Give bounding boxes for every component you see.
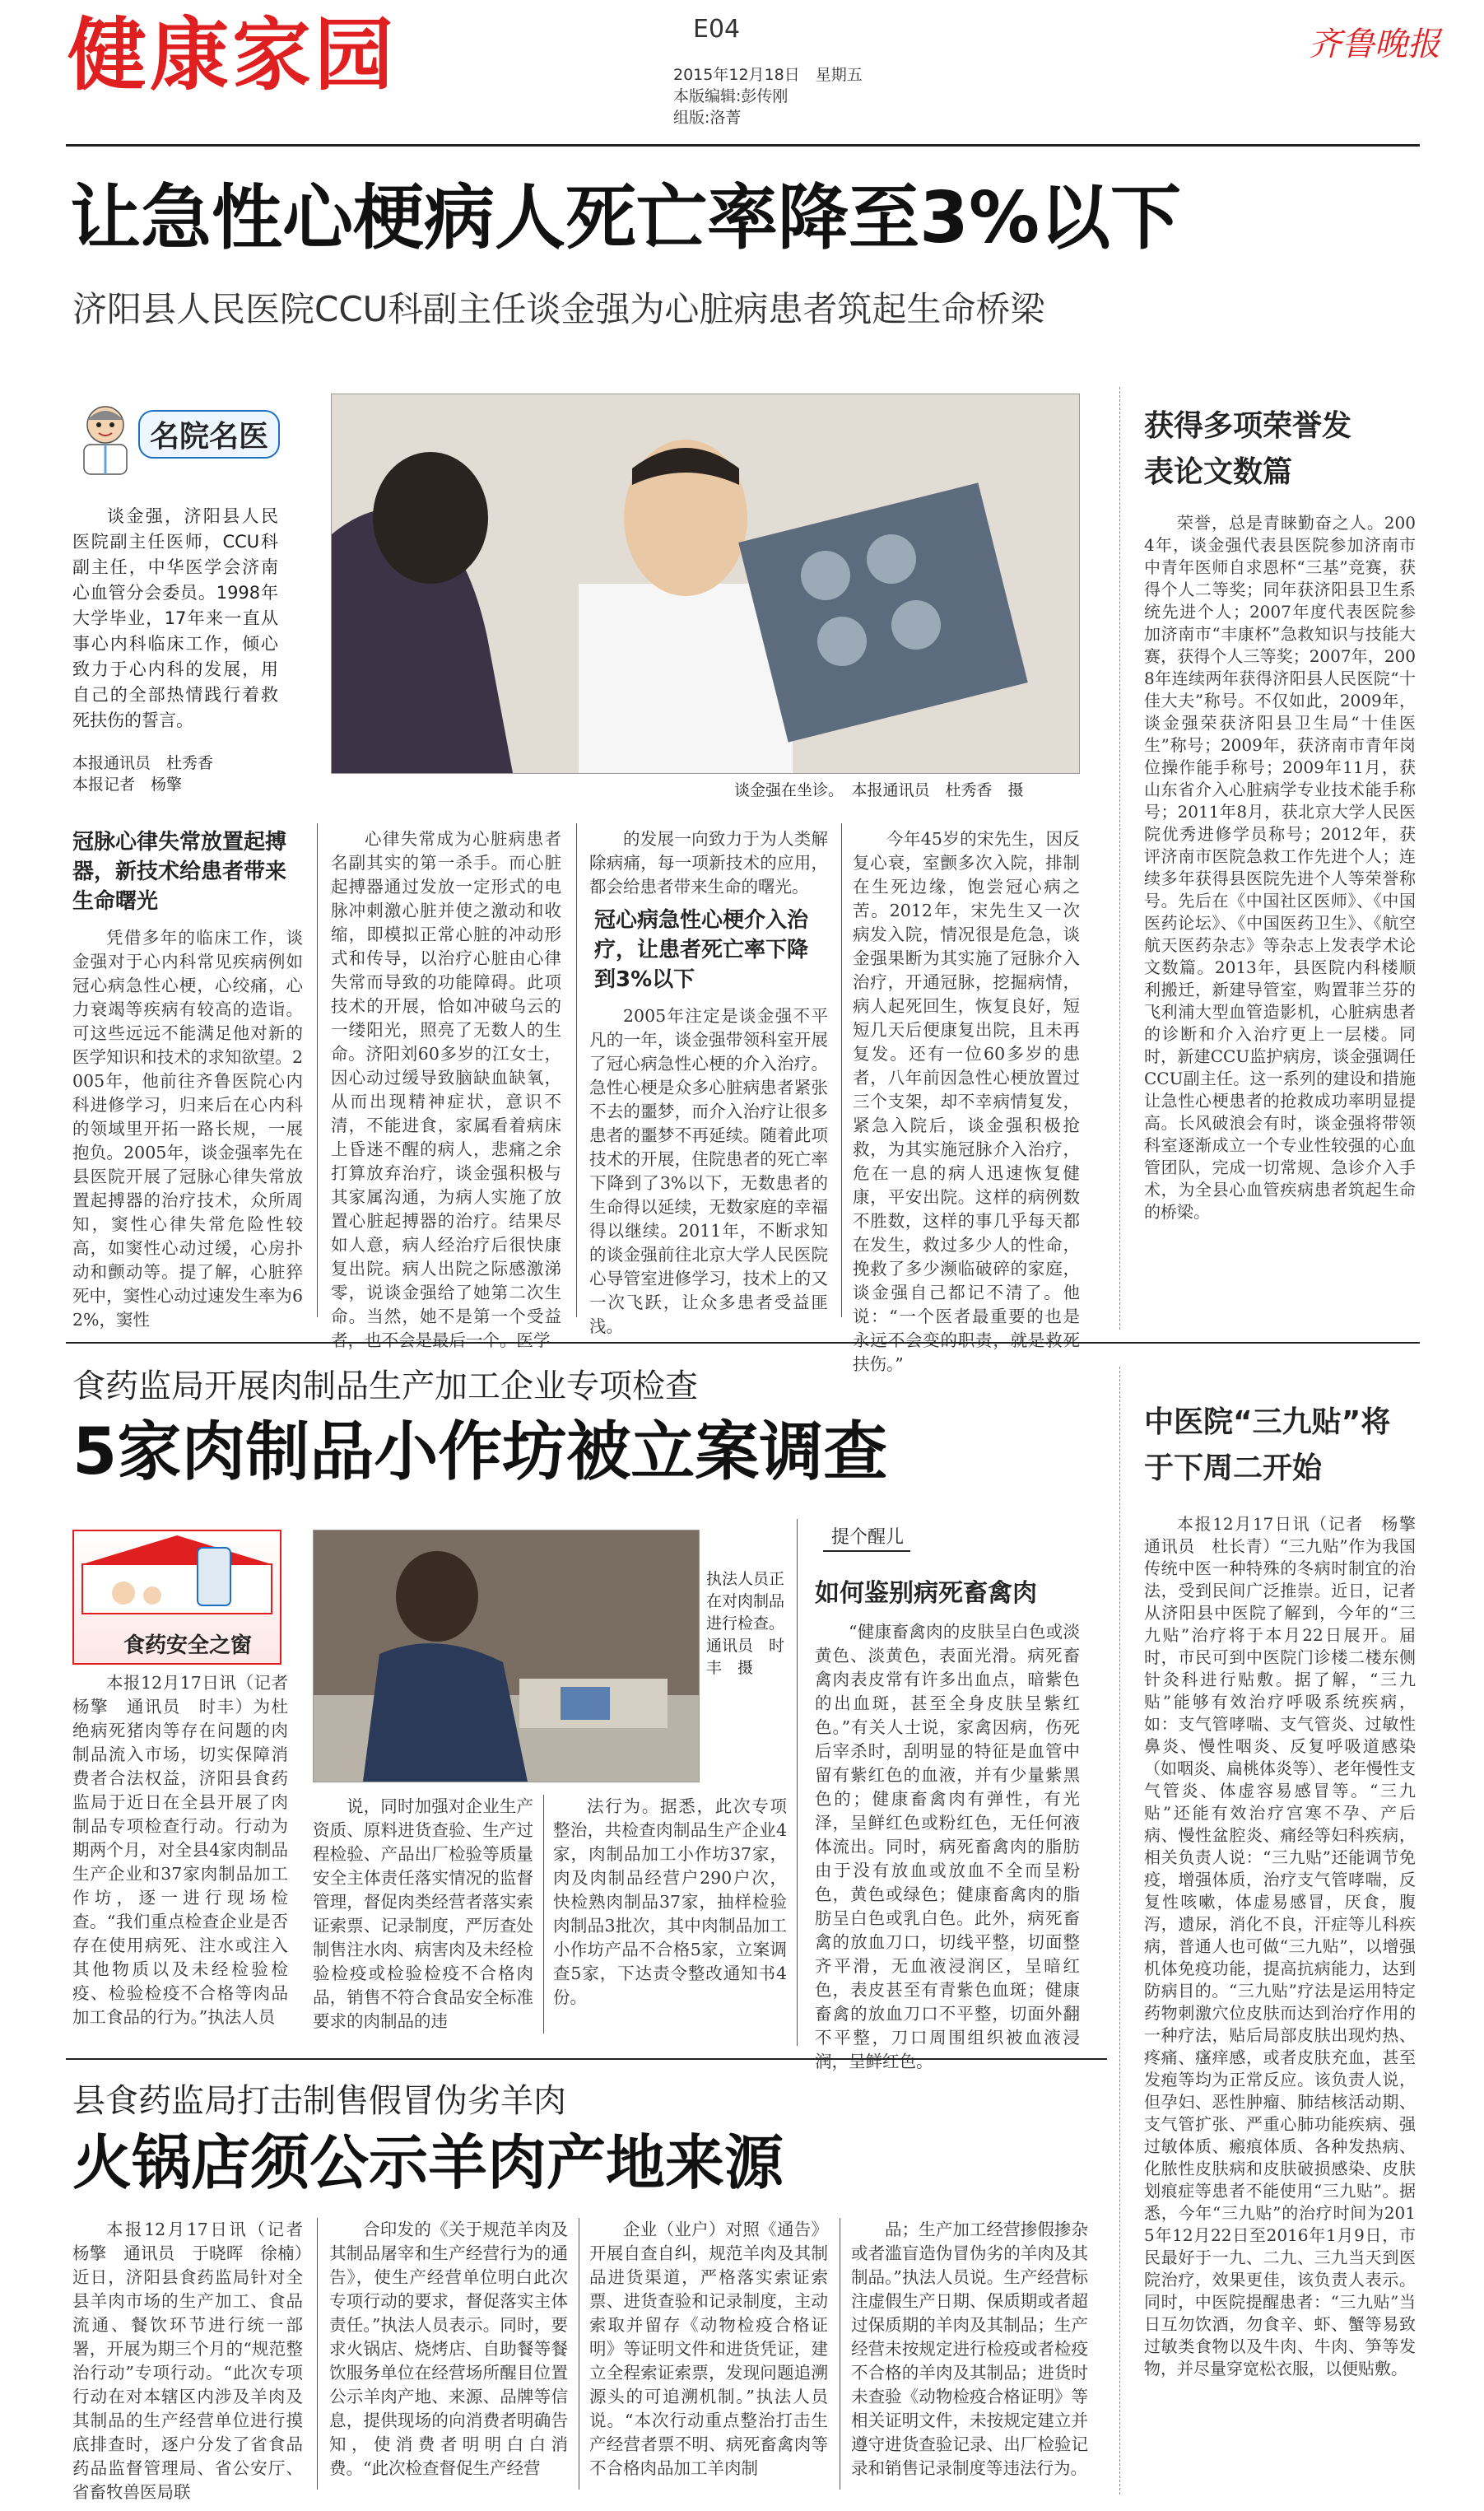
story-divider-1 xyxy=(66,1342,1420,1344)
story2-kicker: 食药监局开展肉制品生产加工企业专项检查 xyxy=(72,1367,698,1405)
story1-column-4: 今年45岁的宋先生，因反复心衰，室颤多次入院，排制在生死边缘，饱尝冠心病之苦。2012年，宋先生又一次病发入院，情况很是危急，谈金强果断为其实施了冠脉介入治疗，开通冠脉，挖掘病情，病人起死回生，恢复良好，短短几天后便康复出院，且未再复发。还有一位60多岁的患者，八年前因急性心梗放置过三个支架，却不幸病情复发，紧急入院后，谈金强积极抢救，为其实施冠脉介入治疗，危在一息的病人迅速恢复健康，平安出院。这样的病例数不胜数，这样的事几乎每天都在发生，救过多少人的性命，挽救了多少濒临破碎的家庭，谈金强自己都记不清了。他说：“一个医者最重要的也是永远不会变的职责，就是救死扶伤。” xyxy=(853,829,1080,1374)
story1-intro: 谈金强，济阳县人民医院副主任医师，CCU科副主任，中华医学会济南心血管分会委员。1998年大学毕业，17年来一直从事心内科临床工作，倾心致力于心内科的发展，用自己的全部热情践行着救死扶伤的誓言。 xyxy=(72,506,278,730)
sanjiu-text: 本报12月17日讯（记者 杨擎 通讯员 杜长青）“三九贴”作为我国传统中医一种特殊的冬病时制宜的治法，受到民间广泛推崇。近日，记者从济阳县中医院了解到，今年的“三九贴”治疗将于本月22日展开。届时，市民可到中医院门诊楼二楼东侧针灸科进行贴敷。据了解，“三九贴”能够有效治疗呼吸系统疾病，如：支气管哮喘、支气管炎、过敏性鼻炎、慢性咽炎、反复呼吸道感染（如咽炎、扁桃体炎等）、老年慢性支气管炎、体虚容易感冒等。“三九贴”还能有效治疗宫寒不孕、产后病、慢性盆腔炎、痛经等妇科疾病，相关负责人说：“三九贴”还能调节免疫，增强体质，治疗支气管哮喘，反复性咳嗽，体虚易感冒，厌食，腹泻，遗尿，消化不良，汗症等儿科疾病，普通人也可做“三九贴”，以增强机体免疫功能，提高抗病能力，达到防病目的。“三九贴”疗法是运用特定药物刺激穴位皮肤而达到治疗作用的一种疗法，贴后局部皮肤出现灼热、疼痛、瘙痒感，或者皮肤充血，甚至发疱等均为正常反应。该负责人说，但孕妇、恶性肿瘤、肺结核活动期、支气管扩张、严重心肺功能疾病、强过敏体质、瘢痕体质、各种发热病、化脓性皮肤病和皮肤破损感染、皮肤划痕症等患者不能使用“三九贴”。据悉，今年“三九贴”的治疗时间为2015年12月22日至2016年1月9日，市民最好于一九、二九、三九当天到医院治疗，效果更佳，该负责人表示。同时，中医院提醒患者：“三九贴”当日互勿饮酒，勿食辛、虾、蟹等易致过敏类食物以及牛肉、牛肉、笋等发物，并尽量穿宽松衣服，以便贴敷。 xyxy=(1144,1514,1432,2378)
tip-tag: 提个醒儿 xyxy=(823,1523,910,1552)
food-safety-badge xyxy=(72,1530,281,1665)
paper-logo: 齐鲁晚报 xyxy=(1309,26,1440,63)
story1-sub-pacemaker: 冠脉心律失常放置起搏器，新技术给患者带来生命曙光 xyxy=(72,830,287,914)
doctor-cartoon-icon xyxy=(72,402,138,476)
issue-date: 2015年12月18日 星期五 xyxy=(673,66,863,84)
story1-column-1: 凭借多年的临床工作，谈金强对于心内科常见疾病例如冠心病急性心梗，心绞痛，心力衰竭等疾病有较高的造诣。可这些远远不能满足他对新的医学知识和技术的求知欲望。2005年，他前往齐鲁医院心内科进修学习，归来后在心内科的领域里开拓一路长规，一展抱负。2005年，谈金强率先在县医院开展了冠脉心律失常放置起搏器的治疗技术，众所周知，窦性心律失常危险性较高，如窦性心动过缓，心房扑动和颤动等。提了解，心脏猝死中，窦性心动过速发生率为62%，窦性 xyxy=(72,928,303,1330)
food-safety-icon xyxy=(74,1531,280,1622)
tip-text: “健康畜禽肉的皮肤呈白色或淡黄色、淡黄色，表面光滑。病死畜禽肉表皮常有许多出血点，暗紫色的出血斑，甚至全身皮肤呈紫红色。”有关人士说，家禽因病，伤死后宰杀时，刮明显的特征是血管中留有紫红色的血液，并有少量紫黑色的；健康畜禽肉有弹性，有光泽，呈鲜红色或粉红色，无任何液体流出。同时，病死畜禽肉的脂肪由于没有放血或放血不全而呈粉色，黄色或绿色；健康畜禽肉的脂肪呈白色或乳白色。此外，病死畜禽的放血刀口，切线平整，切面整齐平滑，无血液浸润区，呈暗红色，表皮甚至有青紫色血斑；健康畜禽的放血刀口不平整，切面外翻不平整，刀口周围组织被血液浸润，呈鲜红色。 xyxy=(815,1622,1080,2071)
story1-column-3b: 2005年注定是谈金强不平凡的一年，谈金强带领科室开展了冠心病急性心梗的介入治疗。急性心梗是众多心脏病患者紧张不去的噩梦，而介入治疗让很多患者的噩梦不再延续。随着此项技术的开展，住院患者的死亡率下降到了3%以下，无数患者的生命得以延续，无数家庭的幸福得以继续。2011年，不断求知的谈金强前往北京大学人民医院心导管室进修学习，技术上的又一次飞跃，让众多患者受益匪浅。 xyxy=(589,1006,828,1336)
story3-kicker: 县食药监局打击制售假冒伪劣羊肉 xyxy=(72,2082,566,2120)
layout-credit: 组版:洛菁 xyxy=(673,109,742,127)
honors-text: 荣誉，总是青睐勤奋之人。2004年，谈金强代表县医院参加济南市中青年医师自求恩杯“三基”竞赛，获得个人二等奖；同年获济阳县卫生系统先进个人；2007年度代表医院参加济南市“丰康杯”急救知识与技能大赛，获得个人三等奖；2007年，2008年连续两年获得济阳县人民医院“十佳大夫”称号。不仅如此，2009年，谈金强荣获济阳县卫生局“十佳医生”称号；2009年，获济南市青年岗位操作能手称号；2009年11月，获山东省介入心脏病学专业技术能手称号；2011年8月，获北京大学人民医院优秀进修学员称号；2012年，获评济南市医院急救工作先进个人；连续多年获得县医院先进个人等荣誉称号。先后在《中国社区医师》、《中国医药论坛》、《中国医药卫生》、《航空航天医药杂志》等杂志上发表学术论文数篇。2013年，县医院内科楼顺利搬迁，新建导管室，购置菲兰芬的飞利浦大型血管造影机，心脏病患者的诊断和介入治疗更上一层楼。同时，新建CCU监护病房，谈金强调任CCU副主任。这一系列的建设和措施让急性心梗患者的抢救成功率明显提高。长风破浪会有时，谈金强将带领科室逐渐成立一个专业性较强的心血管团队，完成一切常规、急诊介入手术，为全县心血管疾病患者筑起生命的桥梁。 xyxy=(1144,513,1416,1222)
food-safety-badge-label: 食药安全之窗 xyxy=(123,1633,253,1658)
story1-headline: 让急性心梗病人死亡率降至3%以下 xyxy=(70,177,1182,259)
masthead-rule xyxy=(66,144,1420,147)
column-divider xyxy=(317,2218,318,2490)
inspection-photo xyxy=(313,1530,700,1782)
inspection-photo-caption: 执法人员正在对肉制品进行检查。通讯员 时丰 摄 xyxy=(706,1570,785,1677)
story1-byline-2: 本报记者 杨擎 xyxy=(72,776,183,794)
story2-column-1: 本报12月17日讯（记者 杨擎 通讯员 时丰）为杜绝病死猪肉等存在问题的肉制品流入市场，切实保障消费者合法权益，济阳县食药监局于近日在全县开展了肉制品专项检查行动。行动为期两个月，对全县4家肉制品生产企业和37家肉制品加工作坊，逐一进行现场检查。“我们重点检查企业是否存在使用病死、注水或注入其他物质以及未经检验检疫、检验检疫不合格等肉品加工食品的行为。”执法人员 xyxy=(72,1673,305,2027)
column-divider xyxy=(317,823,318,1317)
section-title: 健康家园 xyxy=(67,9,397,101)
story2-headline: 5家肉制品小作坊被立案调查 xyxy=(72,1415,888,1489)
tip-headline: 如何鉴别病死畜禽肉 xyxy=(815,1579,1037,1608)
column-divider xyxy=(841,823,842,1317)
column-divider xyxy=(797,1519,798,2046)
doctor-photo xyxy=(331,394,1080,774)
story2-column-3: 法行为。据悉，此次专项整治，共检查肉制品生产企业4家，肉制品加工小作坊37家，肉及肉制品经营户290户次，快检熟肉制品37家，抽样检验肉制品3批次，其中肉制品加工小作坊产品不合格5家，立案调查5家，下达责令整改通知书4份。 xyxy=(553,1796,787,2007)
honors-heading: 获得多项荣誉发表论文数篇 xyxy=(1144,409,1352,489)
story-divider-2 xyxy=(66,2058,1107,2060)
sanjiu-heading: 中医院“三九贴”将于下周二开始 xyxy=(1144,1405,1391,1485)
doctor-photo-caption: 谈金强在坐诊。 本报通讯员 杜秀香 摄 xyxy=(734,781,1024,799)
story2-column-2: 说，同时加强对企业生产资质、原料进货查验、生产过程检验、产品出厂检验等质量安全主体责任落实情况的监督管理，督促肉类经营者落实索证索票、记录制度，严厉查处制售注水肉、病害肉及未经检验检疫或检验检疫不合格肉品，销售不符合食品安全标准要求的肉制品的违 xyxy=(313,1796,533,2031)
story3-column-2: 合印发的《关于规范羊肉及其制品屠宰和生产经营行为的通告》，使生产经营单位明白此次专项行动的要求，督促落实主体责任。”执法人员表示。同时，要求火锅店、烧烤店、自助餐等餐饮服务单位在经营场所醒目位置公示羊肉产地、来源、品牌等信息，提供现场的向消费者明确告知，使消费者明明白白消费。“此次检查督促生产经营 xyxy=(329,2220,568,2478)
story1-byline-1: 本报通讯员 杜秀香 xyxy=(72,754,214,772)
column-divider xyxy=(543,1795,544,2033)
sidebar-divider xyxy=(1119,1367,1120,2495)
story3-column-4: 品；生产加工经营掺假掺杂或者滥盲造伪冒伪劣的羊肉及其制品。”执法人员说。生产经营标注虚假生产日期、保质期或者超过保质期的羊肉及其制品；生产经营未按规定进行检疫或者检疫不合格的羊肉及其制品；进货时未查验《动物检疫合格证明》等相关证明文件，未按规定建立并遵守进货查验记录、出厂检验记录和销售记录制度等违法行为。 xyxy=(851,2220,1088,2478)
column-divider xyxy=(576,823,577,1317)
page-number: E04 xyxy=(693,15,741,44)
story1-sub-pci: 冠心病急性心梗介入治疗，让患者死亡率下降到3%以下 xyxy=(594,908,809,992)
story1-column-2: 心律失常成为心脏病患者名副其实的第一杀手。而心脏起搏器通过发放一定形式的电脉冲刺激心脏并使之激动和收缩，即模拟正常心脏的冲动形式和传导，以治疗心脏由心律失常而导致的功能障碍。此项技术的开展，恰如冲破乌云的一缕阳光，照亮了无数人的生命。济阳刘60多岁的江女士，因心动过缓导致脑缺血缺氧，从而出现精神症状，意识不清，不能进食，家属看着病床上昏迷不醒的病人，悲痛之余打算放弃治疗，谈金强积极与其家属沟通，为病人实施了放置心脏起搏器的治疗。结果尽如人意，病人经治疗后很快康复出院。病人出院之际感激涕零，说谈金强给了她第二次生命。当然，她不是第一个受益者，也不会是最后一个。医学 xyxy=(331,829,561,1350)
story1-subhead: 济阳县人民医院CCU科副主任谈金强为心脏病患者筑起生命桥梁 xyxy=(72,289,1045,329)
sidebar-divider xyxy=(1119,387,1120,1330)
story1-badge: 名院名医 xyxy=(138,410,280,459)
story1-column-3a: 的发展一向致力于为人类解除病痛，每一项新技术的应用，都会给患者带来生命的曙光。 xyxy=(589,829,828,897)
story3-column-1: 本报12月17日讯（记者 杨擎 通讯员 于晓晖 徐楠）近日，济阳县食药监局针对全县羊肉市场的生产加工、食品流通、餐饮环节进行统一部署，开展为期三个月的“规范整治行动”专项行动。“此次专项行动在对本辖区内涉及羊肉及其制品的生产经营单位进行摸底排查时，逐户分发了省食品药品监督管理局、省公安厅、省畜牧兽医局联 xyxy=(72,2220,320,2502)
editor-credit: 本版编辑:彭传刚 xyxy=(673,87,789,105)
story3-headline: 火锅店须公示羊肉产地来源 xyxy=(72,2128,784,2197)
story3-column-3: 企业（业户）对照《通告》开展自查自纠，规范羊肉及其制品进货渠道，严格落实索证索票、进货查验和记录制度，主动索取并留存《动物检疫合格证明》等证明文件和进货凭证，建立全程索证索票，发现问题追溯源头的可追溯机制。”执法人员说。“本次行动重点整治打击生产经营者票不明、病死畜禽肉等不合格肉品加工羊肉制 xyxy=(589,2220,828,2478)
